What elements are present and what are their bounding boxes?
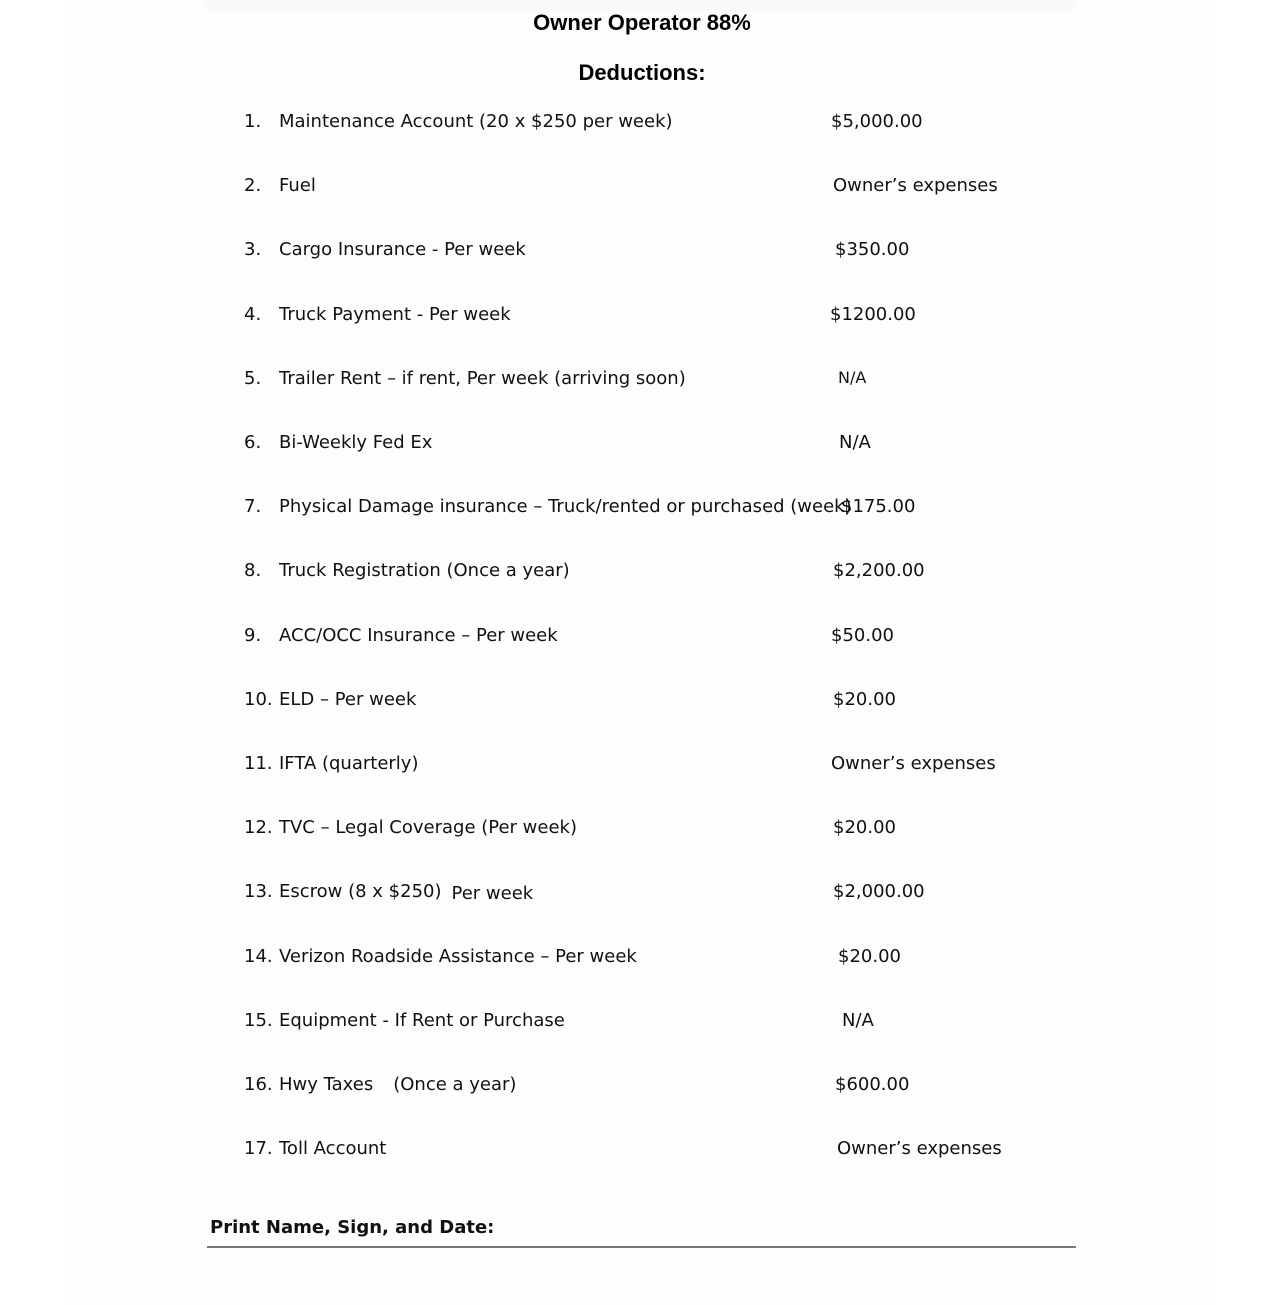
row-amount: $1200.00 xyxy=(830,304,916,325)
row-label: IFTA (quarterly) xyxy=(279,753,419,774)
row-number: 10. xyxy=(244,689,273,710)
row-amount: N/A xyxy=(842,1010,874,1031)
row-amount: $600.00 xyxy=(835,1074,910,1095)
row-amount: $175.00 xyxy=(841,496,916,517)
row-number: 14. xyxy=(244,946,273,967)
row-label: Truck Registration (Once a year) xyxy=(279,560,570,581)
row-number: 2. xyxy=(244,175,262,196)
row-number: 3. xyxy=(244,239,262,260)
deduction-row xyxy=(0,239,1284,269)
row-label: Verizon Roadside Assistance – Per week xyxy=(279,946,637,967)
row-amount: $20.00 xyxy=(833,689,896,710)
row-label: Cargo Insurance - Per week xyxy=(279,239,526,260)
deduction-row xyxy=(0,1010,1284,1040)
row-label: Trailer Rent – if rent, Per week (arriving soon) xyxy=(279,368,686,389)
row-amount: $20.00 xyxy=(838,946,901,967)
row-label: Maintenance Account (20 x $250 per week) xyxy=(279,111,673,132)
row-number: 9. xyxy=(244,625,262,646)
deduction-row xyxy=(0,304,1284,334)
row-number: 8. xyxy=(244,560,262,581)
deduction-row xyxy=(0,432,1284,462)
row-label: ACC/OCC Insurance – Per week xyxy=(279,625,558,646)
row-amount: Owner’s expenses xyxy=(831,753,996,774)
row-amount: Owner’s expenses xyxy=(833,175,998,196)
deduction-row xyxy=(0,817,1284,847)
row-label: TVC – Legal Coverage (Per week) xyxy=(279,817,577,838)
row-amount: $350.00 xyxy=(835,239,910,260)
deduction-row xyxy=(0,368,1284,398)
deductions-heading: Deductions: xyxy=(578,60,706,85)
row-number: 15. xyxy=(244,1010,273,1031)
deduction-row xyxy=(0,111,1284,141)
row-label-main: Escrow (8 x $250) xyxy=(279,881,442,902)
document-title: Owner Operator 88% xyxy=(533,10,751,35)
row-label: Toll Account xyxy=(279,1138,387,1159)
row-label xyxy=(279,1074,516,1095)
row-label: Equipment - If Rent or Purchase xyxy=(279,1010,565,1031)
deduction-row xyxy=(0,1138,1284,1168)
row-number: 7. xyxy=(244,496,262,517)
row-label: Physical Damage insurance – Truck/rented or purchased (week) xyxy=(279,496,852,517)
row-number: 17. xyxy=(244,1138,273,1159)
row-amount: $5,000.00 xyxy=(831,111,923,132)
deduction-row xyxy=(0,625,1284,655)
row-number: 6. xyxy=(244,432,262,453)
row-amount: N/A xyxy=(838,368,867,387)
deduction-row xyxy=(0,175,1284,205)
row-label: Fuel xyxy=(279,175,316,196)
row-number: 1. xyxy=(244,111,262,132)
deduction-row xyxy=(0,496,1284,526)
row-label xyxy=(279,881,533,902)
row-amount: Owner’s expenses xyxy=(837,1138,1002,1159)
row-amount: $2,200.00 xyxy=(833,560,925,581)
row-amount: $50.00 xyxy=(831,625,894,646)
row-amount: $20.00 xyxy=(833,817,896,838)
row-number: 12. xyxy=(244,817,273,838)
row-label-extra: Per week xyxy=(451,883,534,904)
row-amount: $2,000.00 xyxy=(833,881,925,902)
row-number: 5. xyxy=(244,368,262,389)
signature-label: Print Name, Sign, and Date: xyxy=(210,1217,495,1238)
deduction-row xyxy=(0,689,1284,719)
row-number: 11. xyxy=(244,753,273,774)
row-label: Bi-Weekly Fed Ex xyxy=(279,432,433,453)
signature-line[interactable] xyxy=(207,1246,1076,1248)
row-label-extra: (Once a year) xyxy=(393,1074,517,1095)
deduction-row xyxy=(0,753,1284,783)
row-label-main: Hwy Taxes xyxy=(279,1074,374,1095)
row-number: 4. xyxy=(244,304,262,325)
row-number: 13. xyxy=(244,881,273,902)
deduction-row xyxy=(0,560,1284,590)
deduction-row xyxy=(0,946,1284,976)
row-amount: N/A xyxy=(839,432,871,453)
deduction-row xyxy=(0,881,1284,911)
row-number: 16. xyxy=(244,1074,273,1095)
row-label: ELD – Per week xyxy=(279,689,417,710)
deduction-row xyxy=(0,1074,1284,1104)
row-label: Truck Payment - Per week xyxy=(279,304,511,325)
